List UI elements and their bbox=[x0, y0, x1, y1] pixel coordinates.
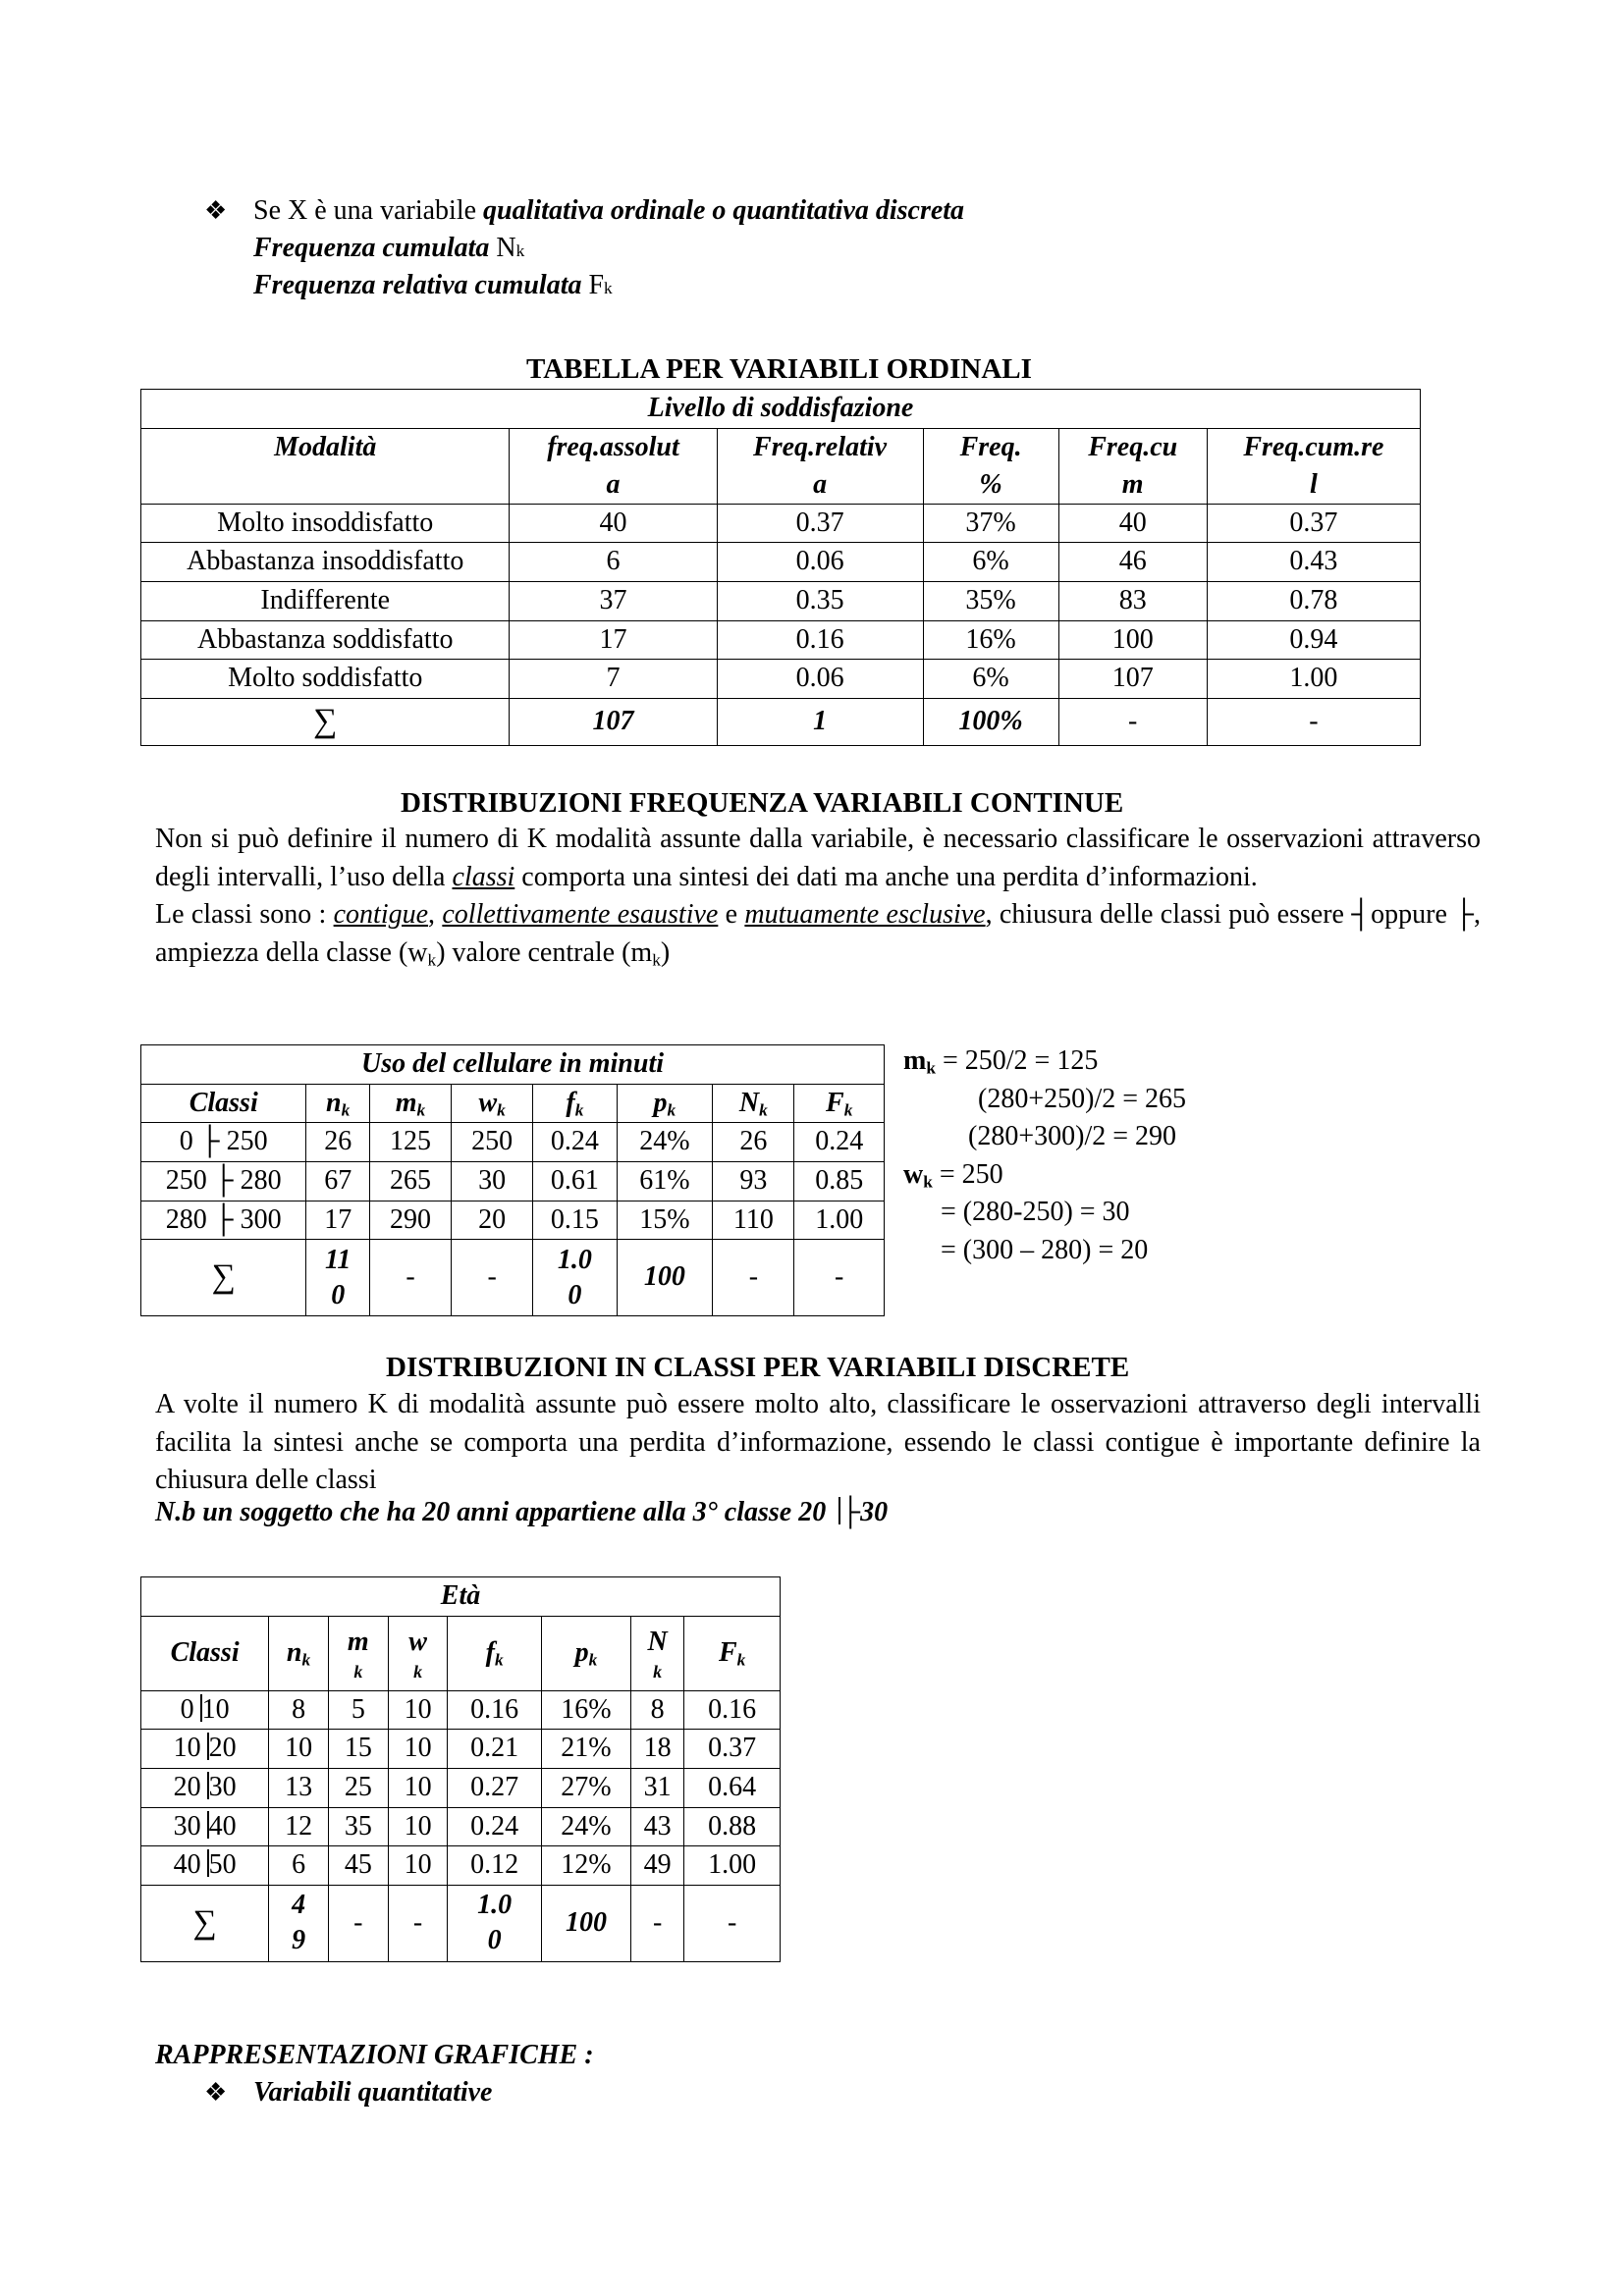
table2-total-row: ∑ 11 0 - - 1.0 0 100 - - bbox=[141, 1240, 885, 1316]
header-freq-relativa: Freq.relativ a bbox=[717, 428, 923, 504]
age-table bbox=[140, 1576, 781, 1962]
table3-total-row: ∑ 4 9 - - 1.0 0 100 - - bbox=[141, 1885, 781, 1961]
table-row: 10 20 10 15 10 0.21 21% 18 0.37 bbox=[141, 1730, 781, 1769]
header-freq-cum-rel: Freq.cum.re l bbox=[1207, 428, 1420, 504]
class-calculations: $m_k = 250/2 = 125$ (280+250)/2 = 265 (280+300)/2 = 290 $w_k = 250$ = (280-250) = 30 = (300 – 280) = 20 bbox=[903, 1045, 1187, 1265]
table-row: 40 50 6 45 10 0.12 12% 49 1.00 bbox=[141, 1846, 781, 1886]
section3-text: A volte il numero K di modalità assunte può essere molto alto, classificare le osservazioni attraverso degli intervalli facilita la sintesi anche se comporta una perdita d’informazione, essendo le classi contigue è importante definire la chiusura delle classi bbox=[155, 1389, 1481, 1495]
section4-bullet: ❖ Variabili quantitative bbox=[204, 2074, 492, 2112]
relative-cumulative-frequency-line: Frequenza relativa cumulata F k bbox=[253, 270, 613, 300]
mobile-usage-table bbox=[140, 1044, 885, 1316]
header-freq-assoluta: freq.assolut a bbox=[510, 428, 717, 504]
bullet-text: Se X è una variabile qualitativa ordinale o quantitativa discreta bbox=[253, 195, 965, 226]
section2-text bbox=[155, 821, 1481, 972]
section4-title: RAPPRESENTAZIONI GRAFICHE : bbox=[155, 2040, 594, 2070]
diamond-bullet-icon: ❖ bbox=[204, 196, 228, 225]
section2-paragraph1: Non si può definire il numero di K modalità assunte dalla variabile, è necessario classificare le osservazioni attraverso degli intervalli, l’uso della classi comporta una sintesi dei dati ma anche una perdita d’informazioni. bbox=[155, 824, 1481, 892]
table3-caption: Età bbox=[141, 1577, 781, 1617]
table-row: Abbastanza insoddisfatto 6 0.06 6% 46 0.43 bbox=[141, 543, 1421, 582]
table-row: Abbastanza soddisfatto 17 0.16 16% 100 0.94 bbox=[141, 620, 1421, 660]
table1-total-row: ∑ 107 1 100% - - bbox=[141, 698, 1421, 745]
section2-paragraph2: Le classi sono : contigue, collettivamente esaustive e mutuamente esclusive, chiusura delle classi può essere ┤oppure ├, ampiezza della classe $(w_k)$ valore centrale $(m_k)$ bbox=[155, 899, 1482, 969]
table3-header-row: Classi $n_k$ m k w k $f_k$ $p_k$ N k $F_k$ bbox=[141, 1616, 781, 1690]
header-freq-cum: Freq.cu m bbox=[1058, 428, 1207, 504]
table-row: 280 ├ 300 17 290 20 0.15 15% 110 1.00 bbox=[141, 1201, 885, 1240]
header-modalita: Modalità bbox=[141, 428, 510, 504]
table1-header-row bbox=[141, 428, 1421, 504]
table2-header-row: Classi $n_k$ $m_k$ $w_k$ $f_k$ $p_k$ $N_k$ $F_k$ bbox=[141, 1084, 885, 1123]
table-row: 30 40 12 35 10 0.24 24% 43 0.88 bbox=[141, 1807, 781, 1846]
table-row: Indifferente 37 0.35 35% 83 0.78 bbox=[141, 581, 1421, 620]
sigma-symbol: ∑ bbox=[141, 1240, 306, 1316]
table-row: 0 ├ 250 26 125 250 0.24 24% 26 0.24 bbox=[141, 1123, 885, 1162]
table-row: 250 ├ 280 67 265 30 0.61 61% 93 0.85 bbox=[141, 1161, 885, 1201]
section3-note: N.b un soggetto che ha 20 anni appartiene alla 3° classe 20 ├30 bbox=[155, 1497, 889, 1527]
table-row: Molto insoddisfatto 40 0.37 37% 40 0.37 bbox=[141, 504, 1421, 543]
table-row: Molto soddisfatto 7 0.06 6% 107 1.00 bbox=[141, 660, 1421, 699]
table1-title: TABELLA PER VARIABILI ORDINALI bbox=[526, 353, 1032, 385]
intro-bullet bbox=[204, 192, 964, 304]
table-row: 0 10 8 5 10 0.16 16% 8 0.16 bbox=[141, 1690, 781, 1730]
diamond-bullet-icon: ❖ bbox=[204, 2078, 228, 2107]
sigma-symbol: ∑ bbox=[141, 1885, 269, 1961]
ordinal-table bbox=[140, 389, 1421, 746]
section3-title: DISTRIBUZIONI IN CLASSI PER VARIABILI DISCRETE bbox=[386, 1352, 1130, 1383]
table2-caption: Uso del cellulare in minuti bbox=[141, 1045, 885, 1085]
table-row: 20 30 13 25 10 0.27 27% 31 0.64 bbox=[141, 1768, 781, 1807]
cumulative-frequency-line: Frequenza cumulata N k bbox=[253, 233, 525, 263]
table1-caption: Livello di soddisfazione bbox=[141, 390, 1421, 429]
header-freq-percent: Freq. % bbox=[923, 428, 1058, 504]
sigma-symbol: ∑ bbox=[141, 698, 510, 745]
section2-title: DISTRIBUZIONI FREQUENZA VARIABILI CONTINUE bbox=[401, 787, 1124, 819]
